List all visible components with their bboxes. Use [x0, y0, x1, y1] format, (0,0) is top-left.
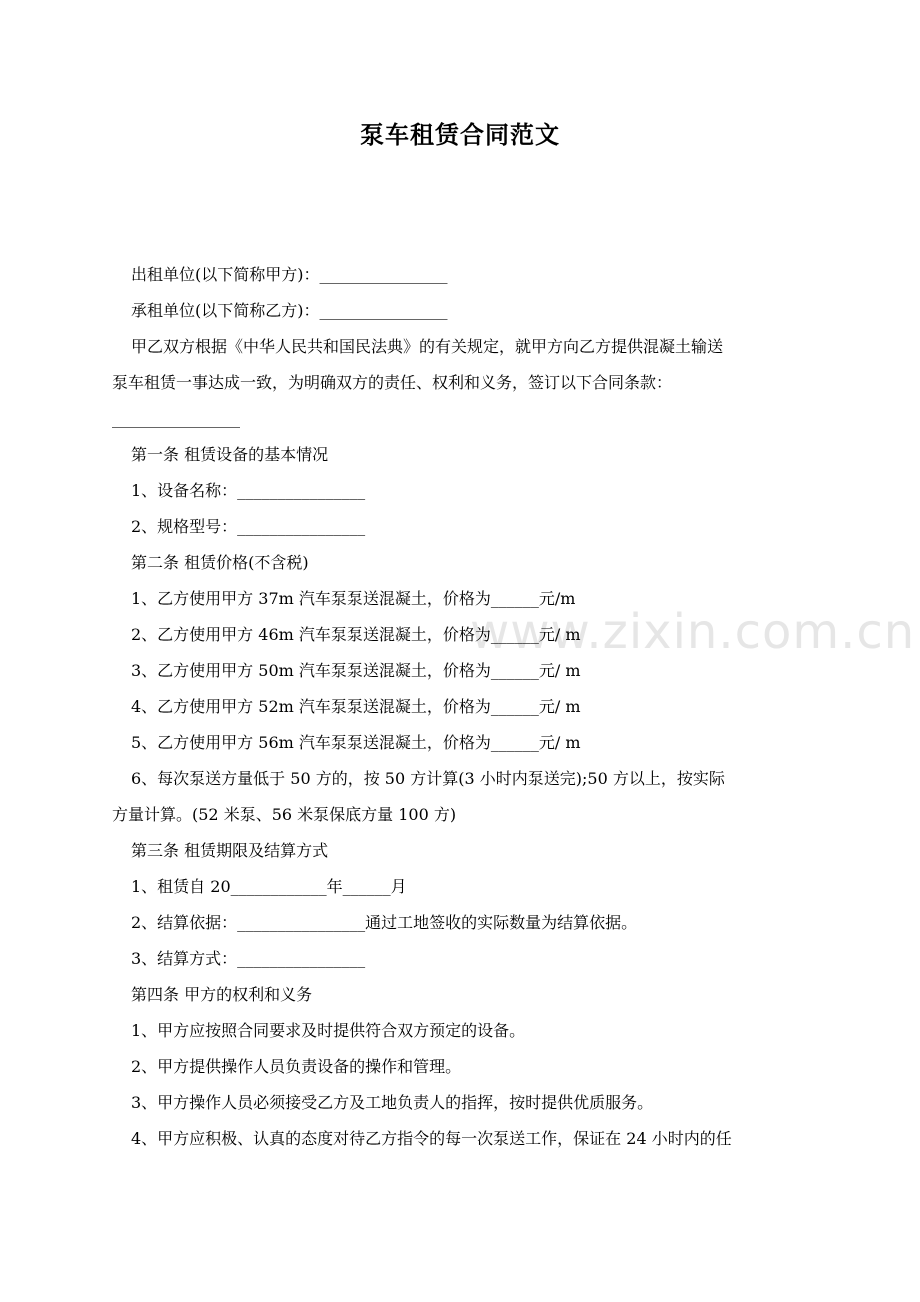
article-4-heading: 第四条 甲方的权利和义务	[131, 985, 313, 1004]
document-body	[112, 257, 812, 1157]
lessee-line: 承租单位(以下简称乙方)：________________	[131, 301, 448, 320]
article-2-item-4: 4、乙方使用甲方 52m 汽车泵泵送混凝土，价格为______元/ m	[131, 697, 581, 716]
article-4-item-4: 4、甲方应积极、认真的态度对待乙方指令的每一次泵送工作，保证在 24 小时内的任	[131, 1129, 732, 1148]
article-2-item-6-line-1: 6、每次泵送方量低于 50 方的，按 50 方计算(3 小时内泵送完);50 方以上，按实际	[131, 769, 725, 788]
article-4-item-2: 2、甲方提供操作人员负责设备的操作和管理。	[131, 1057, 462, 1076]
lessor-line: 出租单位(以下简称甲方)：________________	[131, 265, 448, 284]
watermark-text: www.zixin.com.cn	[470, 604, 916, 660]
article-1-heading: 第一条 租赁设备的基本情况	[131, 445, 329, 464]
preamble-line-1: 甲乙双方根据《中华人民共和国民法典》的有关规定，就甲方向乙方提供混凝土输送	[131, 337, 724, 356]
article-3-item-3: 3、结算方式：________________	[131, 949, 366, 968]
article-3-heading: 第三条 租赁期限及结算方式	[131, 841, 329, 860]
article-3-item-2: 2、结算依据：________________通过工地签收的实际数量为结算依据。	[131, 913, 638, 932]
article-3-item-1: 1、租赁自 20____________年______月	[131, 877, 407, 896]
article-4-item-1: 1、甲方应按照合同要求及时提供符合双方预定的设备。	[131, 1021, 526, 1040]
article-2-item-6-line-2: 方量计算。(52 米泵、56 米泵保底方量 100 方)	[112, 805, 457, 824]
article-2-item-1: 1、乙方使用甲方 37m 汽车泵泵送混凝土，价格为______元/m	[131, 589, 576, 608]
article-4-item-3: 3、甲方操作人员必须接受乙方及工地负责人的指挥，按时提供优质服务。	[131, 1093, 654, 1112]
article-2-heading: 第二条 租赁价格(不含税)	[131, 553, 309, 572]
preamble-blank-line: ________________	[112, 409, 240, 428]
article-2-item-3: 3、乙方使用甲方 50m 汽车泵泵送混凝土，价格为______元/ m	[131, 661, 581, 680]
article-2-item-5: 5、乙方使用甲方 56m 汽车泵泵送混凝土，价格为______元/ m	[131, 733, 581, 752]
preamble-line-2: 泵车租赁一事达成一致，为明确双方的责任、权利和义务，签订以下合同条款：	[112, 373, 673, 392]
document-title: 泵车租赁合同范文	[360, 121, 560, 149]
article-1-item-2: 2、规格型号：________________	[131, 517, 366, 536]
article-2-item-2: 2、乙方使用甲方 46m 汽车泵泵送混凝土，价格为______元/ m	[131, 625, 581, 644]
article-1-item-1: 1、设备名称：________________	[131, 481, 366, 500]
